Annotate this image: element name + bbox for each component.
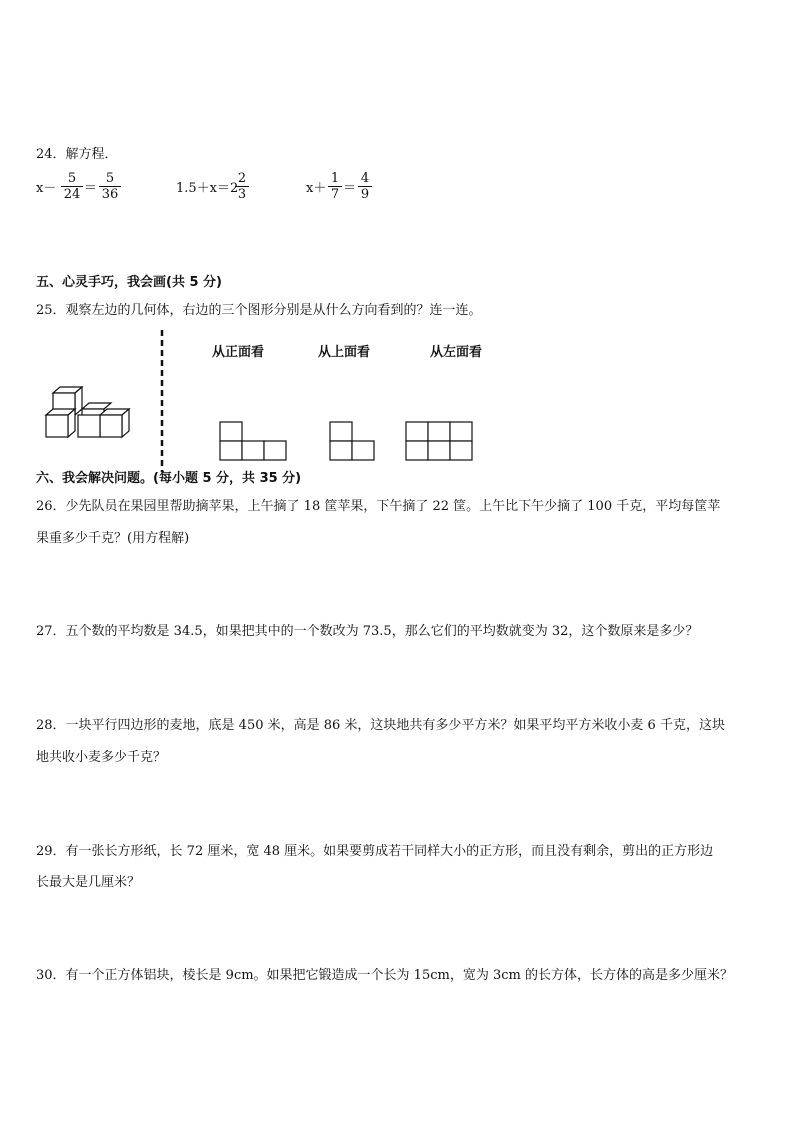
- view-label-front: 从正面看: [212, 345, 265, 360]
- eq3-fraction-1: $\frac{1}{7}$: [328, 171, 342, 202]
- view-label-top: 从上面看: [318, 345, 371, 360]
- q26-line-1: 26．少先队员在果园里帮助摘苹果，上午摘了 18 筐苹果，下午摘了 22 筐。上午比下午少摘了 100 千克，平均每筐苹: [36, 499, 721, 514]
- section-5-title: 五、心灵手巧，我会画(共 5 分): [36, 275, 222, 290]
- eq3-equals: ＝: [343, 181, 357, 196]
- q26-line-2: 果重多少千克？(用方程解): [36, 531, 190, 546]
- q30-line-1: 30．有一个正方体铝块，棱长是 9cm。如果把它锻造成一个长为 15cm，宽为 3cm 的长方体，长方体的高是多少厘米？: [36, 968, 733, 983]
- q24-heading: 24．解方程．: [36, 147, 118, 162]
- section-6-title: 六、我会解决问题。(每小题 5 分，共 35 分): [36, 471, 302, 486]
- view-label-left: 从左面看: [430, 345, 483, 360]
- eq1-fraction-1: $\frac{5}{24}$: [61, 171, 83, 202]
- q28-line-1: 28．一块平行四边形的麦地，底是 450 米，高是 86 米，这块地共有多少平方米？如果平均平方米收小麦 6 千克，这块: [36, 718, 725, 733]
- q25-text: 25．观察左边的几何体，右边的三个图形分别是从什么方向看到的？连一连。: [36, 303, 482, 318]
- q27-line-1: 27．五个数的平均数是 34.5，如果把其中的一个数改为 73.5，那么它们的平均数就变为 32，这个数原来是多少？: [36, 624, 699, 639]
- eq1-equals: ＝: [84, 181, 98, 196]
- q28-line-2: 地共收小麦多少千克？: [36, 750, 167, 765]
- q29-line-1: 29．有一张长方形纸，长 72 厘米，宽 48 厘米。如果要剪成若干同样大小的正方形，而且没有剩余，剪出的正方形边: [36, 844, 714, 859]
- view-shape-c: [404, 421, 474, 461]
- eq1-fraction-2: $\frac{5}{36}$: [99, 171, 121, 202]
- eq2-lhs: 1.5＋x＝2: [176, 181, 239, 196]
- eq1-lhs: x－: [36, 181, 57, 196]
- dashed-divider: [160, 330, 164, 472]
- view-shape-b: [328, 421, 376, 461]
- solid-figure-cubes: [38, 385, 144, 447]
- view-shape-a: [218, 421, 288, 461]
- q29-line-2: 长最大是几厘米？: [36, 875, 141, 890]
- eq3-fraction-2: $\frac{4}{9}$: [358, 171, 372, 202]
- eq3-lhs: x＋: [306, 181, 327, 196]
- eq2-fraction: $\frac{2}{3}$: [235, 171, 249, 202]
